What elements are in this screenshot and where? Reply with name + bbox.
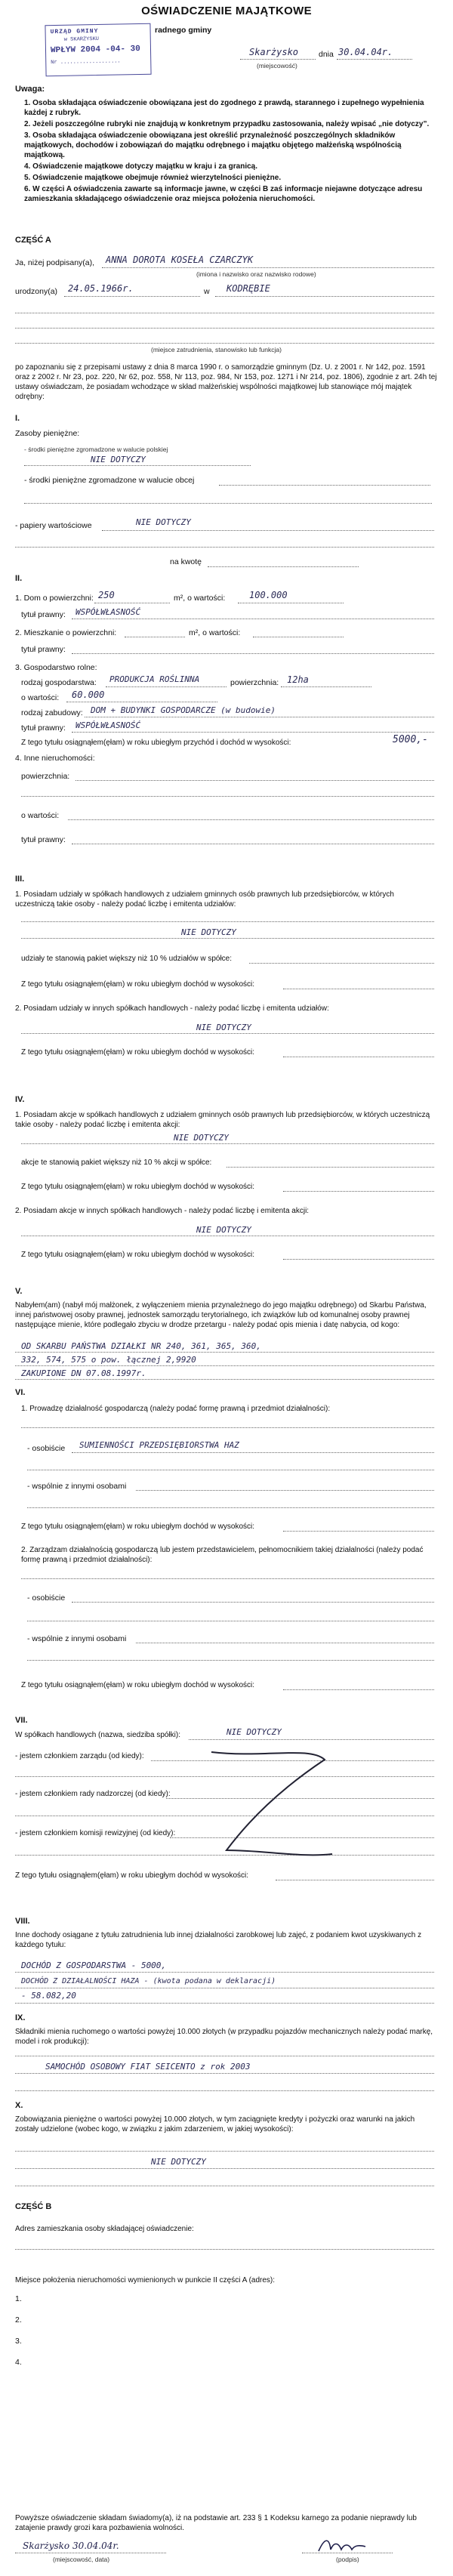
hw-sec6-personal: SUMIENNOŚCI PRZEDSIĘBIORSTWA HAZ: [79, 1440, 239, 1450]
hw-birthplace: KODRĘBIE: [226, 283, 270, 294]
hw-sec4-stocks: NIE DOTYCZY: [174, 1133, 229, 1143]
farm-label: 3. Gospodarstwo rolne:: [15, 663, 97, 672]
note-item: 6. W części A oświadczenia zawarte są informacje jawne, w części B zaś informacje niejawne dotyczące adresu zamieszkania składającego oświadczenie oraz miejsca położenia nieruchomości.: [24, 185, 423, 203]
sec6-manage-text: 2. Zarządzam działalnością gospodarczą lub jestem przedstawicielem, pełnomocnikiem takiej działalności (należy podać formę prawną i przedmiot działalności):: [21, 1546, 424, 1564]
footer-sig-hint: (podpis): [336, 2556, 359, 2563]
sec7-board-label: - jestem członkiem zarządu (od kiedy):: [15, 1752, 144, 1760]
hw-sec8-line2: DOCHÓD Z DZIAŁALNOŚCI HAZA - (kwota podana w deklaracji): [21, 1977, 276, 1985]
stamp-line-1: URZĄD GMINY: [50, 27, 99, 36]
securities-label: - papiery wartościowe: [15, 521, 92, 530]
receipt-stamp: [45, 23, 151, 76]
stamp-line-4: Nr ...................: [51, 58, 121, 66]
hw-birth: 24.05.1966r.: [68, 283, 134, 294]
farm-type-label: rodzaj gospodarstwa:: [21, 678, 97, 687]
note-item: 1. Osoba składająca oświadczenie obowiązana jest do zgodnego z prawdą, starannego i zupełnego wypełnienia każdej z rubryk.: [24, 99, 424, 117]
strike-through-mark: [196, 1737, 347, 1873]
section-2-heading: II.: [15, 574, 23, 583]
house-label: 1. Dom o powierzchni:: [15, 594, 94, 603]
sec7-audit-label: - jestem członkiem komisji rewizyjnej (od kiedy):: [15, 1829, 176, 1837]
stamp-line-2: w SKARŻYSKU: [63, 35, 100, 43]
name-hint: (imiona i nazwisko oraz nazwisko rodowe): [196, 270, 316, 278]
sec6-income2-text: Z tego tytułu osiągnąłem(ęłam) w roku ubiegłym dochód w wysokości:: [21, 1681, 255, 1689]
sec4-packet-text: akcje te stanowią pakiet większy niż 10 % akcji w spółce:: [21, 1158, 212, 1167]
farm-area-label: powierzchnia:: [230, 678, 279, 687]
name-label: Ja, niżej podpisany(a),: [15, 258, 95, 267]
hw-farm-area: 12ha: [287, 674, 309, 685]
date-label: dnia: [319, 50, 334, 59]
cash-foreign-label: - środki pieniężne zgromadzone w walucie obcej: [24, 476, 195, 485]
other-title-label: tytuł prawny:: [21, 835, 66, 844]
house-title-label: tytuł prawny:: [21, 610, 66, 619]
sec4-income2-text: Z tego tytułu osiągnąłem(ęłam) w roku ubiegłym dochód w wysokości:: [21, 1251, 255, 1259]
sec6-jointly-label: - wspólnie z innymi osobami: [27, 1482, 127, 1491]
hw-sec5-line1: OD SKARBU PAŃSTWA DZIAŁKI NR 240, 361, 365, 360,: [21, 1341, 261, 1351]
note-item: 3. Osoba składająca oświadczenie obowiązana jest określić przynależność poszczególnych składników majątkowych, dochodów i zobowiązań do majątku odrębnego i majątku objętego małżeńską wspólnością majątkową.: [24, 131, 402, 159]
note-item: 5. Oświadczenie majątkowe obejmuje również wierzytelności pieniężne.: [24, 174, 282, 182]
sec10-text: Zobowiązania pieniężne o wartości powyżej 10.000 złotych, w tym zaciągnięte kredyty i pożyczki oraz warunki na jakich zostały udzielone (wobec kogo, w związku z jakim zdarzeniem, w jakiej wysokości):: [15, 2115, 415, 2133]
birth-label: urodzony(a): [15, 287, 58, 296]
footer-place-hint: (miejscowość, data): [53, 2556, 110, 2563]
hw-sec5-line2: 332, 574, 575 o pow. łącznej 2,9920: [21, 1355, 196, 1365]
sec3-other-shares-text: 2. Posiadam udziały w innych spółkach handlowych - należy podać liczbę i emitenta udziałów:: [15, 1004, 329, 1013]
sec4-stocks-text: 1. Posiadam akcje w spółkach handlowych z udziałem gminnych osób prawnych lub przedsiębiorców, w których uczestniczą takie osoby - należy podać liczbę i emitenta akcji:: [15, 1111, 430, 1129]
hw-buildings: DOM + BUDYNKI GOSPODARCZE (w budowie): [91, 705, 276, 715]
section-4-heading: IV.: [15, 1095, 25, 1104]
residence-label: Adres zamieszkania osoby składającej oświadczenie:: [15, 2225, 194, 2233]
sec3-packet-text: udziały te stanowią pakiet większy niż 10 % udziałów w spółce:: [21, 955, 233, 963]
notes-heading: Uwaga:: [15, 85, 45, 94]
hw-footer-place-date: Skarżysko 30.04.04r.: [23, 2541, 119, 2551]
sec8-text: Inne dochody osiągane z tytułu zatrudnienia lub innej działalności zarobkowej lub zajęć, z podaniem kwot uzyskiwanych z każdego tytułu:: [15, 1931, 422, 1949]
birthplace-label: w: [204, 287, 210, 296]
sec7-supervisory-label: - jestem członkiem rady nadzorczej (od kiedy):: [15, 1790, 171, 1798]
section-1-heading: I.: [15, 414, 20, 423]
hw-sec8-line3: - 58.082,20: [21, 1991, 76, 2001]
hw-name: ANNA DOROTA KOSEŁA CZARCZYK: [106, 255, 254, 265]
section-7-heading: VII.: [15, 1716, 28, 1725]
buildings-label: rodzaj zabudowy:: [21, 708, 83, 717]
cash-heading: Zasoby pieniężne:: [15, 429, 80, 438]
hw-sec10: NIE DOTYCZY: [151, 2157, 206, 2167]
hw-sec3-other: NIE DOTYCZY: [196, 1023, 251, 1032]
section-3-heading: III.: [15, 875, 25, 884]
section-10-heading: X.: [15, 2101, 23, 2110]
sec6-jointly2-label: - wspólnie z innymi osobami: [27, 1634, 127, 1643]
hw-farm-income: 5000,-: [393, 734, 428, 745]
hw-place: Skarżysko: [249, 47, 299, 57]
stamp-line-3: WPŁYW 2004 -04- 30: [50, 45, 140, 56]
amount-label: na kwotę: [170, 557, 202, 566]
hw-farm-type: PRODUKCJA ROŚLINNA: [109, 674, 200, 684]
role-label: radnego gminy: [155, 26, 212, 35]
document-title: OŚWIADCZENIE MAJĄTKOWE: [141, 5, 312, 17]
property-location-label: Miejsce położenia nieruchomości wymienionych w punkcie II części A (adres):: [15, 2276, 276, 2284]
place-hint: (miejscowość): [257, 62, 297, 69]
farm-income-label: Z tego tytułu osiągnąłem(ęłam) w roku ubiegłym przychód i dochód w wysokości:: [21, 739, 291, 747]
hw-sec4-other: NIE DOTYCZY: [196, 1225, 251, 1235]
sec3-income-text: Z tego tytułu osiągnąłem(ęłam) w roku ubiegłym dochód w wysokości:: [21, 980, 255, 989]
flat-title-label: tytuł prawny:: [21, 645, 66, 654]
sec3-shares-text: 1. Posiadam udziały w spółkach handlowych z udziałem gminnych osób prawnych lub przedsiębiorców, w których uczestniczą takie osoby - należy podać liczbę i emitenta udziałów:: [15, 890, 394, 909]
hw-sec8-line1: DOCHÓD Z GOSPODARSTWA - 5000,: [21, 1961, 167, 1970]
sec7-companies-text: W spółkach handlowych (nazwa, siedziba spółki):: [15, 1731, 180, 1739]
sec6-business-text: 1. Prowadzę działalność gospodarczą (należy podać formę prawną i przedmiot działalności):: [21, 1405, 331, 1413]
perjury-clause: Powyższe oświadczenie składam świadomy(a), iż na podstawie art. 233 § 1 Kodeksu karnego za podanie nieprawdy lub zatajenie prawdy grozi kara pozbawienia wolności.: [15, 2514, 417, 2532]
house-value-label: m², o wartości:: [174, 594, 226, 603]
cash-pln-label: - środki pieniężne zgromadzone w walucie polskiej: [24, 446, 168, 453]
sec9-text: Składniki mienia ruchomego o wartości powyżej 10.000 złotych (w przypadku pojazdów mechanicznych należy podać markę, model i rok produkcji):: [15, 2028, 433, 2046]
hw-farm-title: WSPÓŁWŁASNOŚĆ: [76, 720, 141, 730]
hw-securities: NIE DOTYCZY: [136, 517, 191, 527]
sec4-income-text: Z tego tytułu osiągnąłem(ęłam) w roku ubiegłym dochód w wysokości:: [21, 1183, 255, 1191]
hw-house-value: 100.000: [249, 590, 288, 600]
notes-list: [24, 98, 436, 205]
sec6-personal-label: - osobiście: [27, 1444, 66, 1453]
sec7-income-text: Z tego tytułu osiągnąłem(ęłam) w roku ubiegłym dochód w wysokości:: [15, 1871, 249, 1880]
intro-text: po zapoznaniu się z przepisami ustawy z dnia 8 marca 1990 r. o samorządzie gminnym (Dz. U. z 2001 r. Nr 142, poz. 1591 oraz z 2002 r. Nr 23, poz. 220, Nr 62, poz. 558, Nr 113, poz. 984, Nr 153, poz. 1271 i Nr 214, poz. 1806), zgodnie z art. 24h tej ustawy oświadczam, że posiadam wchodzące w skład małżeńskiej wspólności majątkowej lub stanowiące mój majątek odrębny:: [15, 363, 437, 401]
hw-sec5-line3: ZAKUPIONE DN 07.08.1997r.: [21, 1368, 146, 1378]
hw-sec3-shares: NIE DOTYCZY: [181, 927, 236, 937]
other-area-label: powierzchnia:: [21, 772, 70, 781]
hw-farm-value: 60.000: [72, 690, 105, 700]
hw-sec7: NIE DOTYCZY: [226, 1727, 282, 1737]
flat-value-label: m², o wartości:: [189, 628, 241, 637]
section-6-heading: VI.: [15, 1388, 26, 1397]
note-item: 2. Jeżeli poszczególne rubryki nie znajdują w konkretnym przypadku zastosowania, należy wpisać „nie dotyczy”.: [24, 120, 430, 128]
hw-sec9: SAMOCHÓD OSOBOWY FIAT SEICENTO z rok 2003: [45, 2062, 251, 2072]
note-item: 4. Oświadczenie majątkowe dotyczy majątku w kraju i za granicą.: [24, 162, 258, 171]
employment-hint: (miejsce zatrudnienia, stanowisko lub funkcja): [151, 346, 282, 353]
location-3: 3.: [15, 2337, 22, 2346]
hw-cash-pln: NIE DOTYCZY: [91, 455, 146, 464]
sec6-personal2-label: - osobiście: [27, 1593, 66, 1603]
section-9-heading: IX.: [15, 2013, 26, 2022]
sec5-text: Nabyłem(am) (nabył mój małżonek, z wyłączeniem mienia przynależnego do jego majątku odrębnego) od Skarbu Państwa, innej państwowej osoby prawnej, jednostek samorządu terytorialnego, ich związków lub od komunalnej osoby prawnej następujące mienie, które podlegało zbyciu w drodze przetargu - należy podać opis mienia i datę nabycia, od kogo:: [15, 1301, 427, 1329]
location-1: 1.: [15, 2294, 22, 2303]
hw-house-title: WSPÓŁWŁASNOŚĆ: [76, 607, 141, 617]
other-property-label: 4. Inne nieruchomości:: [15, 754, 95, 763]
farm-value-label: o wartości:: [21, 693, 60, 702]
other-value-label: o wartości:: [21, 811, 60, 820]
hw-house-area: 250: [98, 590, 115, 600]
part-a-heading: CZĘŚĆ A: [15, 236, 51, 245]
section-8-heading: VIII.: [15, 1917, 30, 1926]
location-2: 2.: [15, 2315, 22, 2325]
part-b-heading: CZĘŚĆ B: [15, 2202, 52, 2211]
section-5-heading: V.: [15, 1287, 23, 1296]
farm-title-label: tytuł prawny:: [21, 723, 66, 733]
location-4: 4.: [15, 2358, 22, 2367]
sec6-income-text: Z tego tytułu osiągnąłem(ęłam) w roku ubiegłym dochód w wysokości:: [21, 1522, 255, 1531]
hw-date: 30.04.04r.: [338, 47, 393, 57]
flat-label: 2. Mieszkanie o powierzchni:: [15, 628, 117, 637]
sec3-income2-text: Z tego tytułu osiągnąłem(ęłam) w roku ubiegłym dochód w wysokości:: [21, 1048, 255, 1057]
sec4-other-stocks-text: 2. Posiadam akcje w innych spółkach handlowych - należy podać liczbę i emitenta akcji:: [15, 1207, 310, 1215]
